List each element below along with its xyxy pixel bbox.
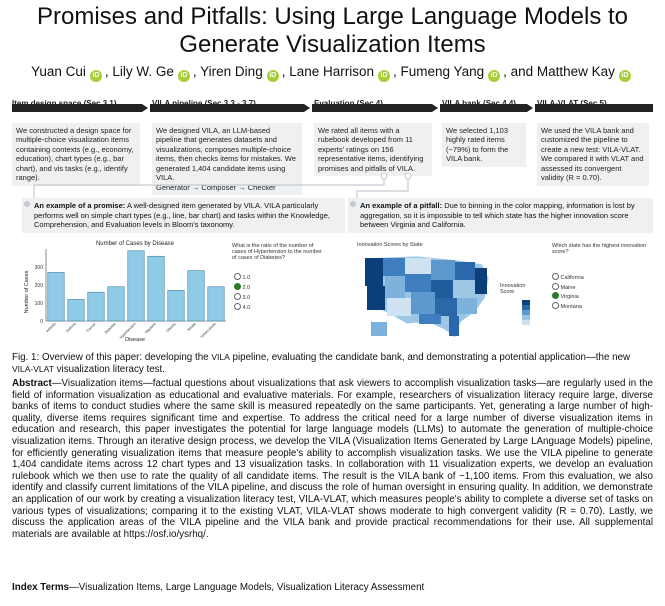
bar-tuberculosis [208, 287, 224, 321]
stage-heading: Item design space (Sec 3.1) [12, 99, 117, 108]
pitfall-question: Which state has the highest innovation score? [552, 243, 647, 255]
stage-description: We constructed a design space for multiple-choice visualization items containing contexts (e.g., economy, education), chart types (e.g., bar chart), and vis tasks (e.g., identify range). [12, 123, 140, 186]
promise-text: A well-designed item generated by VILA. VILA particularly performs well on simple chart types (e.g., line, bar chart) and tasks within the Knowledge, Comprehension, and Evaluation levels in Bloom's taxonomy. [34, 201, 330, 229]
map-title: Innovation Scores by State [357, 242, 423, 248]
option-label: Maine [560, 284, 576, 291]
orcid-icon[interactable]: iD [619, 70, 631, 82]
option-row[interactable] [552, 292, 584, 302]
stage-heading: VILA bank (Sec 4.4) [442, 99, 516, 108]
figure-caption [12, 352, 653, 375]
author-name[interactable]: and Matthew Kay [510, 64, 615, 79]
x-tick-label: Stroke [186, 321, 197, 333]
option-label: 4.0 [242, 305, 251, 311]
caption-rest: pipeline, evaluating the candidate bank, and demonstrating a potential application—the new [232, 352, 631, 363]
index-terms-label: Index Terms [12, 582, 69, 593]
author-name[interactable]: Lily W. Ge [112, 64, 174, 79]
option-label: 2.0 [242, 285, 251, 291]
option-label: Montana [560, 303, 582, 310]
option-row[interactable] [552, 302, 584, 312]
orcid-icon[interactable]: iD [178, 70, 190, 82]
stage-vila-bank [442, 99, 526, 167]
bar-hypertension [128, 251, 144, 321]
author-name[interactable]: Lane Harrison [289, 64, 375, 79]
author-name[interactable]: Fumeng Yang [400, 64, 485, 79]
pitfall-text: Due to binning in the color mapping, information is lost by aggregation, so it is impossible to tell which state has the higher innovation score between Virginia and California. [360, 201, 635, 229]
option-row[interactable] [234, 303, 250, 313]
x-tick-label: Asthma [65, 321, 77, 334]
orcid-icon[interactable]: iD [378, 70, 390, 82]
promise-options [234, 273, 250, 313]
pitfall-choropleth-map [357, 250, 502, 342]
pitfall-callout [348, 198, 653, 233]
index-terms [12, 582, 653, 593]
orcid-icon[interactable]: iD [488, 70, 500, 82]
bar-cancer [88, 292, 104, 321]
bar-arthritis [48, 272, 64, 321]
index-terms-text: —Visualization Items, Large Language Models, Visualization Literacy Assessment [69, 582, 425, 593]
x-tick-label: Diabetes [103, 321, 117, 335]
chart-title: Number of Cases by Disease [95, 241, 175, 247]
y-axis-label: Number of Cases [24, 270, 30, 314]
title-line-2: Generate Visualization Items [179, 31, 486, 58]
abstract [12, 378, 653, 540]
caption-vila: VILA [211, 352, 230, 362]
author-name[interactable]: Yuan Cui [31, 64, 86, 79]
stage-heading: Evaluation (Sec 4) [314, 99, 383, 108]
stage-heading: VILA pipeline (Sec 3.3 - 3.7) [152, 99, 256, 108]
map-legend-title: Innovation Score [500, 283, 526, 295]
x-tick-label: Tuberculosis [199, 321, 217, 340]
option-row[interactable] [552, 273, 584, 283]
pitfall-options [552, 273, 584, 311]
promise-bar-chart [20, 237, 230, 345]
x-tick-label: Hypertension [118, 321, 137, 340]
y-tick-label: 200 [34, 283, 43, 289]
option-label: 3.0 [242, 295, 251, 301]
stage-evaluation [314, 99, 432, 176]
option-row[interactable] [234, 283, 250, 293]
caption-prefix: Fig. 1: Overview of this paper: developing the [12, 352, 209, 363]
stage-description: We selected 1,103 highly rated items (~79%) to form the VILA bank. [442, 123, 526, 167]
pipeline-flow: Generator → Composer → Checker [156, 182, 276, 192]
bullet-icon [350, 201, 356, 207]
x-tick-label: Cancer [85, 321, 97, 333]
overview-figure [12, 95, 653, 345]
bar-asthma [68, 299, 84, 321]
bar-obesity [168, 290, 184, 321]
y-tick-label: 0 [40, 319, 43, 325]
abstract-label: Abstract [12, 378, 52, 389]
x-tick-label: Migraine [144, 321, 157, 335]
pitfall-label: An example of a pitfall: [360, 201, 443, 210]
option-label: California [560, 275, 584, 281]
option-label: 1.0 [242, 275, 251, 281]
promise-question: What is the ratio of the number of cases of Hypertension to the number of cases of Diabetes? [232, 243, 322, 261]
x-tick-label: Arthritis [45, 321, 57, 334]
x-axis-label: Disease [125, 337, 145, 343]
option-label: Virginia [560, 294, 579, 300]
x-tick-label: Obesity [165, 321, 177, 334]
caption-vila-vlat: VILA-VLAT [12, 363, 54, 374]
y-tick-label: 100 [34, 301, 43, 307]
bar-diabetes [108, 287, 124, 321]
orcid-icon[interactable]: iD [90, 70, 102, 82]
caption-end: visualization literacy test. [56, 363, 165, 375]
option-row[interactable] [552, 283, 584, 293]
promise-label: An example of a promise: [34, 201, 126, 210]
title-line-1: Promises and Pitfalls: Using Large Language Models to [37, 3, 628, 30]
y-tick-label: 300 [34, 265, 43, 271]
option-row[interactable] [234, 293, 250, 303]
bar-migraine [148, 256, 164, 321]
orcid-icon[interactable]: iD [267, 70, 279, 82]
stage-description: We used the VILA bank and customized the pipeline to create a new test: VILA-VLAT. We compared it with VLAT and assessed its convergent validity (R = 0.70). [537, 123, 649, 186]
promise-callout [22, 198, 345, 233]
option-row[interactable] [234, 273, 250, 283]
map-legend [522, 300, 530, 326]
author-list: Yuan Cui iD , Lily W. Ge iD , Yiren Ding iD , Lane Harrison iD , Fumeng Yang iD , and Matthew Kay iD [0, 64, 665, 82]
stage-heading: VILA-VLAT (Sec 5) [537, 99, 607, 108]
abstract-text: —Visualization items—factual questions about visualizations that ask viewers to accomplish visualization tasks—are regularly used in the field of information visualization as educational and evaluative materials. For example, researchers of visualization literacy require large, diverse banks of items to conduct studies where the same skill is measured repeatedly on the same participants. Yet, generating a large number of high-quality, diverse items requires significant time and expertise. To address the critical need for a large number of diverse visualization items in education and research, this paper investigates the potential for large language models (LLMs) to automate the generation of multiple-choice visualization items. Through an iterative design process, we develop the VILA (Visualization Items Generated by Large LAnguage Models) pipeline, for efficiently generating visualization items that measure people's ability to accomplish visualization tasks. We use the VILA pipeline to generate 1,404 candidate items across 12 chart types and 13 visualization tasks. In collaboration with 11 visualization experts, we develop an evaluation rulebook which we then use to rate the quality of all candidate items. The result is the VILA bank of ~1,100 items. From this evaluation, we also identify and classify current limitations of the VILA pipeline, and discuss the role of human oversight in ensuring quality. In addition, we demonstrate an application of our work by creating a visualization literacy test, VILA-VLAT, which measures people's ability to complete a diverse set of tasks on various types of visualizations; comparing it to the existing VLAT, VILA-VLAT shows moderate to high convergent validity (R = 0.70). Lastly, we discuss the application areas of the VILA pipeline and the VILA bank and provide practical recommendations for their use. All supplemental materials are available at https://osf.io/ysrhq/. [12, 378, 653, 540]
bar-stroke [188, 271, 204, 321]
bullet-icon [24, 201, 30, 207]
stage-text: We designed VILA, an LLM-based pipeline that generates datasets and visualizations, composes multiple-choice items, then checks items for mistakes. We generated 1,404 candidate items using VILA. [156, 125, 296, 182]
author-name[interactable]: Yiren Ding [200, 64, 263, 79]
stage-description: We rated all items with a rubebook developed from 11 experts' ratings on 156 representative items, identifying promises and pitfalls of VILA. [314, 123, 432, 177]
